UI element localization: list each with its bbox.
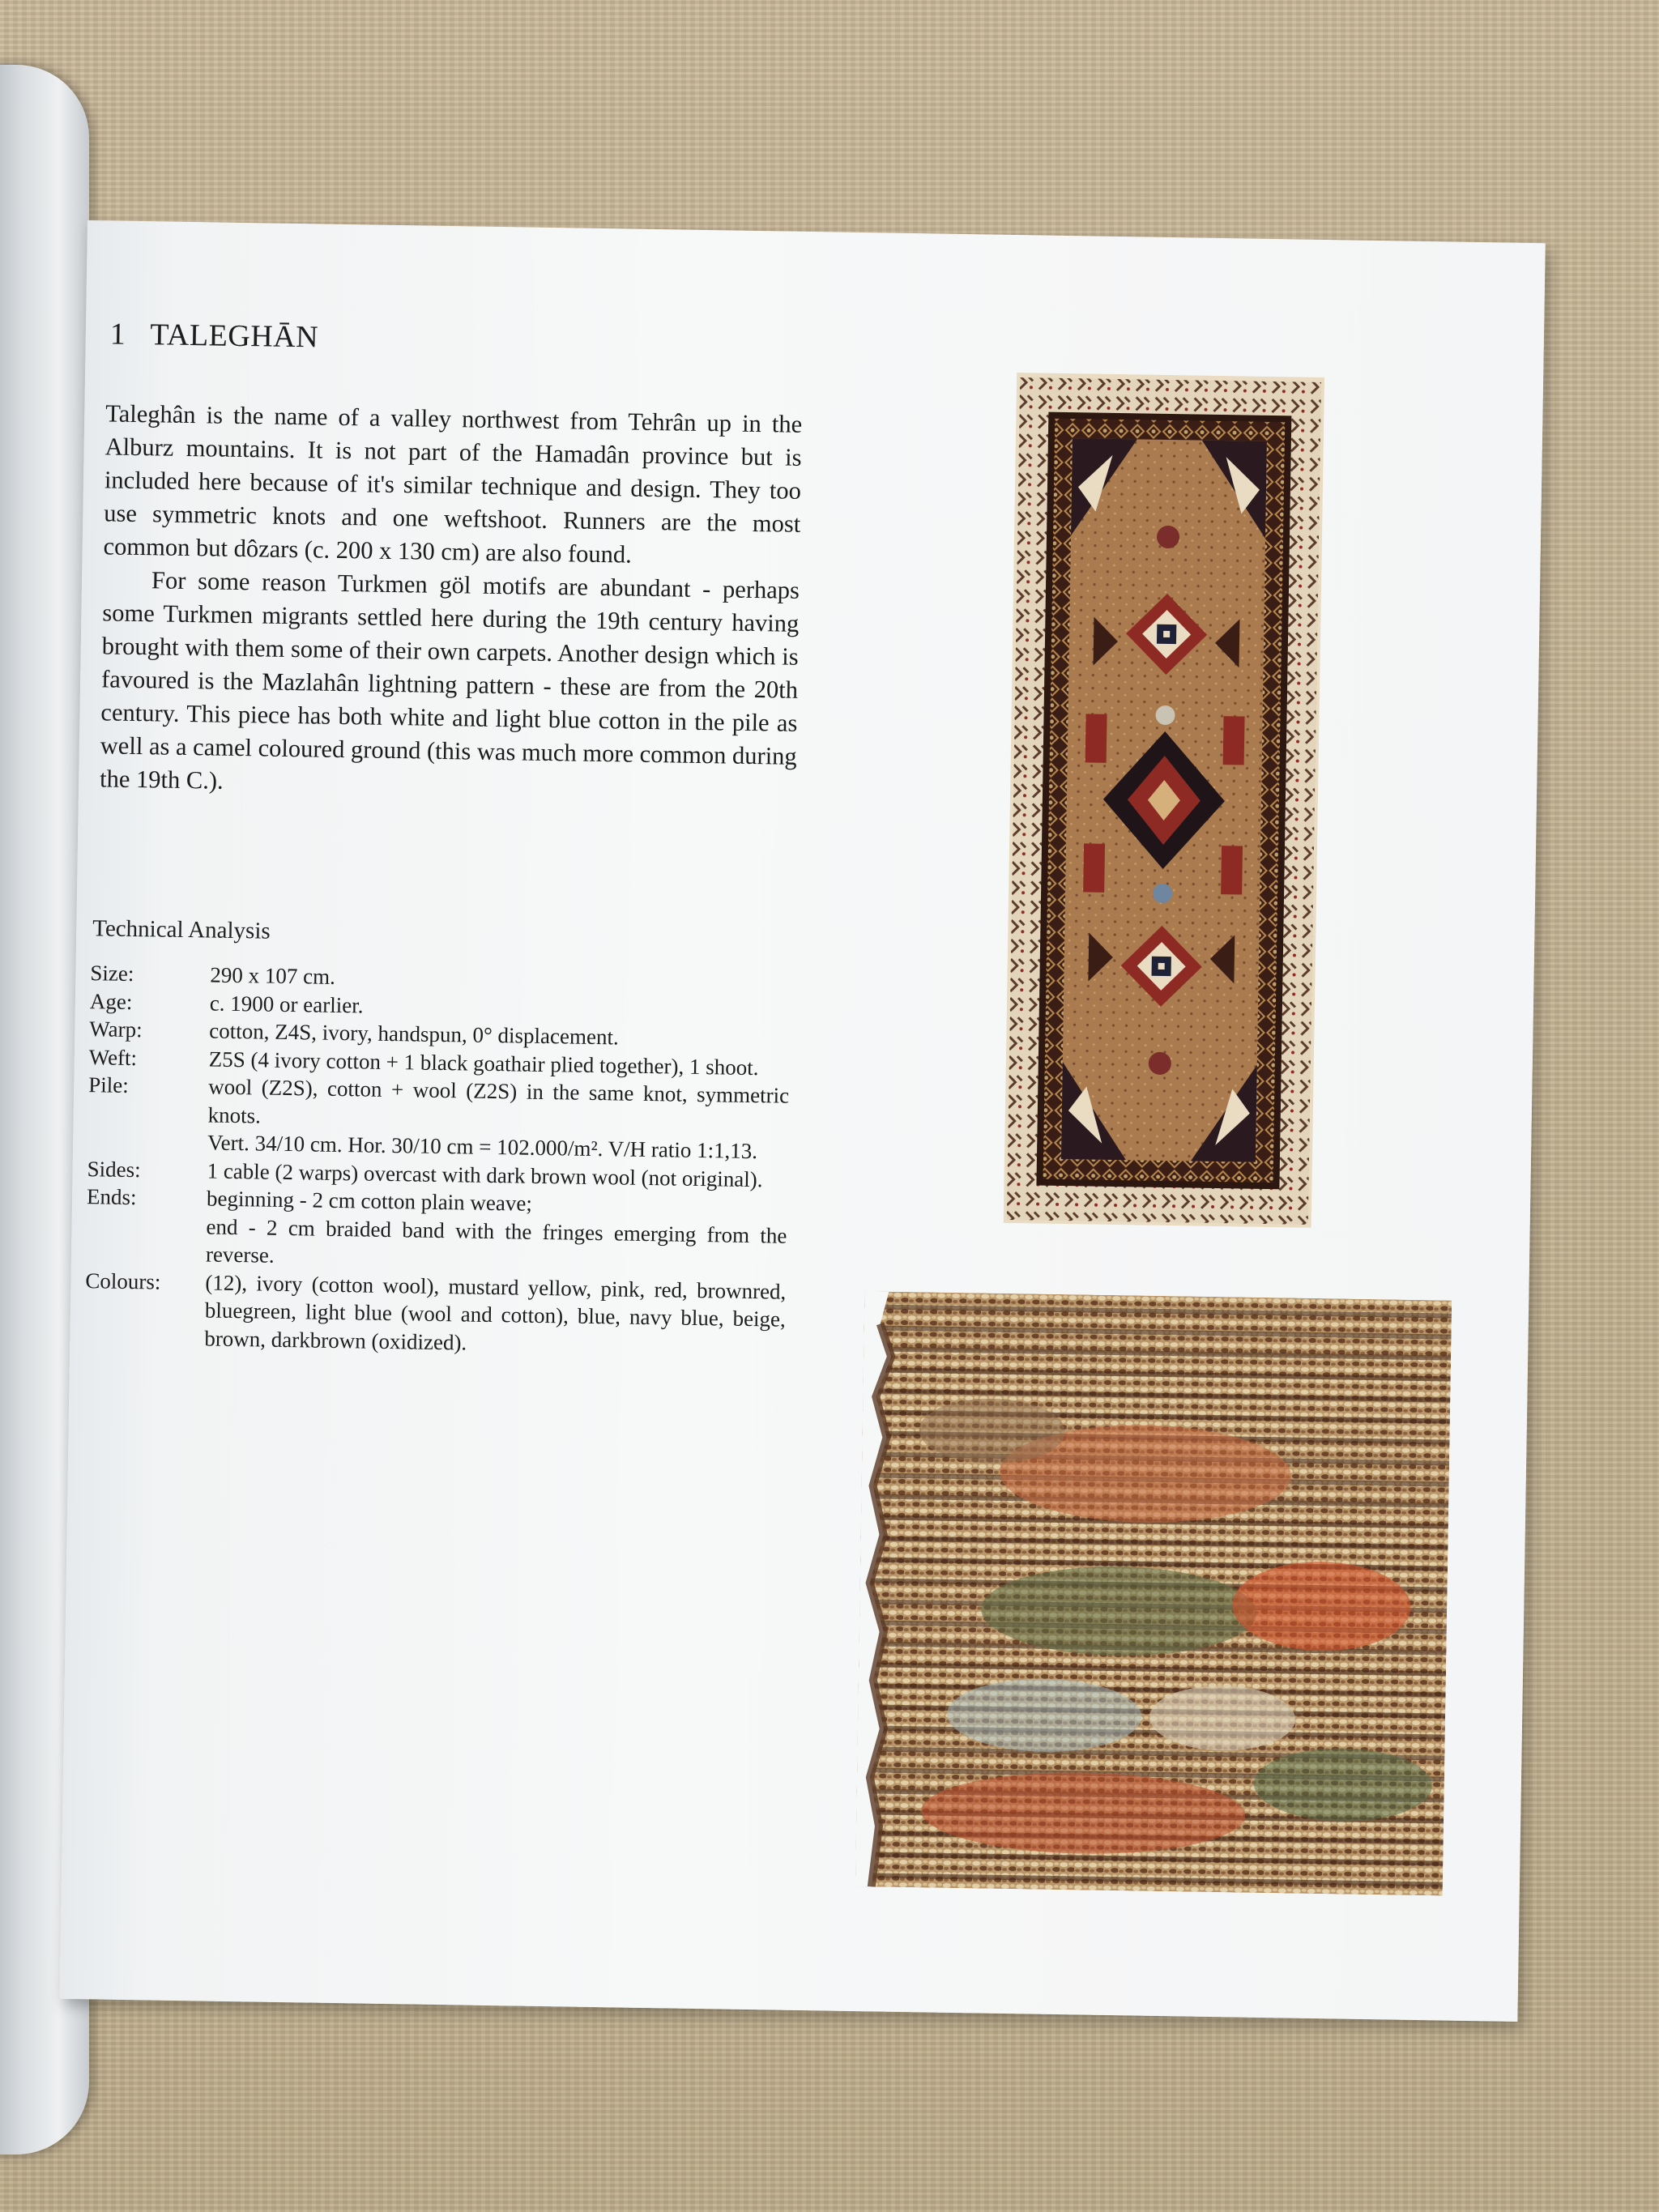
- rug-detail-photo: [855, 1291, 1452, 1895]
- spec-value: end - 2 cm braided band with the fringes emerging from the reverse.: [205, 1213, 787, 1268]
- spec-value: Z5S (4 ivory cotton + 1 black goathair plied together), 1 shoot.: [208, 1046, 759, 1080]
- description-text: [100, 397, 803, 806]
- spec-value: Vert. 34/10 cm. Hor. 30/10 cm = 102.000/m². V/H ratio 1:1,13.: [207, 1130, 758, 1164]
- spec-label: Ends:: [86, 1184, 137, 1210]
- spec-label: Colours:: [85, 1268, 161, 1294]
- technical-analysis-list: [84, 959, 791, 1362]
- paragraph-1: Taleghân is the name of a valley northwest from Tehrân up in the Alburz mountains. It is not part of the Hamadân province but is included here because of it's similar technique and design. They too use symmetric knots and one weftshoot. Runners are the most common but dôzars (c. 200 x 130 cm) are also found.: [103, 399, 803, 569]
- entry-title: TALEGHĀN: [149, 318, 319, 355]
- spec-row-colours: [84, 1267, 787, 1362]
- spec-value: wool (Z2S), cotton + wool (Z2S) in the same knot, symmetric knots.: [207, 1074, 790, 1127]
- spec-value: c. 1900 or earlier.: [209, 990, 364, 1017]
- spec-label: Age:: [89, 988, 133, 1014]
- paragraph-2: For some reason Turkmen göl motifs are abundant - perhaps some Turkmen migrants settled here during the 19th century having brought with them some of their own carpets. Another design which is favoured is the Mazlahân lightning pattern - these are from the 20th century. This piece has both white and light blue cotton in the pile as well as a camel coloured ground (this was much more common during the 19th C.).: [99, 566, 800, 795]
- spec-label: [86, 1211, 207, 1268]
- spec-label: Warp:: [89, 1016, 143, 1042]
- spec-value: beginning - 2 cm cotton plain weave;: [206, 1186, 533, 1216]
- spec-value: cotton, Z4S, ivory, handspun, 0° displacement.: [209, 1018, 619, 1050]
- spec-label: Sides:: [87, 1156, 141, 1182]
- entry-number: 1: [109, 317, 126, 352]
- spec-label: Size:: [90, 961, 134, 987]
- technical-analysis-title: Technical Analysis: [92, 915, 271, 944]
- page-heading: [109, 316, 318, 355]
- spec-value: (12), ivory (cotton wool), mustard yellow, pink, red, brownred, bluegreen, light blue (wool and cotton), blue, navy blue, beige, brown, darkbrown (oxidized).: [204, 1269, 787, 1355]
- book-page: [60, 220, 1546, 2022]
- spec-label: [87, 1127, 208, 1157]
- rug-photo: [1004, 373, 1324, 1228]
- spec-value: 290 x 107 cm.: [210, 962, 336, 989]
- spec-value: 1 cable (2 warps) overcast with dark brown wool (not original).: [207, 1157, 763, 1191]
- spec-label: Pile:: [88, 1072, 129, 1097]
- spec-label: Weft:: [88, 1044, 138, 1070]
